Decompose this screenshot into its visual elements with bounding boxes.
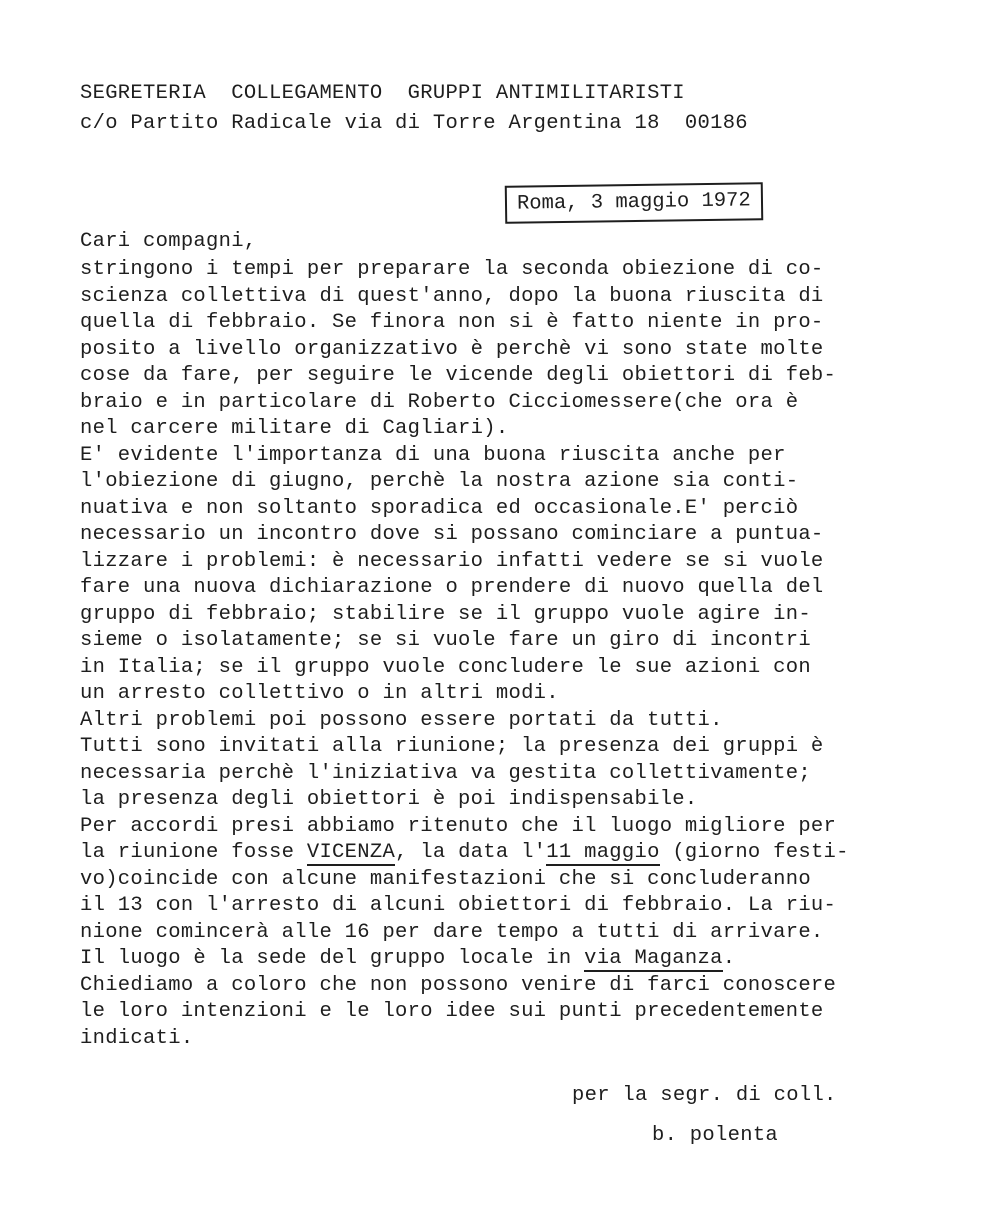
body-line: Per accordi presi abbiamo ritenuto che il luogo migliore per (80, 814, 837, 838)
body-line: la presenza degli obiettori è poi indispensabile. (80, 788, 698, 811)
body-line: lizzare i problemi: è necessario infatti vedere se si vuole (80, 549, 824, 573)
body-line: necessaria perchè l'iniziativa va gestita collettivamente; (80, 761, 811, 785)
meeting-date: 11 maggio (546, 841, 660, 864)
body-line: E' evidente l'importanza di una buona riuscita anche per (80, 443, 786, 467)
body-line: braio e in particolare di Roberto Cicciomessere(che ora è (80, 390, 799, 414)
text-segment: (giorno festi- (659, 841, 849, 864)
meeting-place-line (80, 839, 849, 867)
body-line: Tutti sono invitati alla riunione; la presenza dei gruppi è (80, 735, 824, 758)
body-line: l'obiezione di giugno, perchè la nostra azione sia conti- (80, 470, 799, 493)
date-stamp: Roma, 3 maggio 1972 (505, 182, 763, 224)
body-line: vo)coincide con alcune manifestazioni che si concluderanno (80, 867, 811, 891)
meeting-street: via Maganza (584, 947, 723, 970)
body-line: Altri problemi poi possono essere portati da tutti. (80, 708, 723, 732)
body-line: il 13 con l'arresto di alcuni obiettori di febbraio. La riu- (80, 894, 837, 917)
text-segment: Il luogo è la sede del gruppo locale in (80, 947, 585, 970)
body-line: stringono i tempi per preparare la seconda obiezione di co- (80, 258, 824, 281)
text-segment: , la data l' (395, 841, 547, 864)
body-line: in Italia; se il gruppo vuole concludere le sue azioni con (80, 655, 811, 679)
body-line: un arresto collettivo o in altri modi. (80, 682, 559, 705)
body-line: nel carcere militare di Cagliari). (80, 417, 509, 440)
header-address: c/o Partito Radicale via di Torre Argentina 18 00186 (80, 112, 748, 135)
header-organization: SEGRETERIA COLLEGAMENTO GRUPPI ANTIMILITARISTI (80, 82, 685, 105)
body-line: indicati. (80, 1026, 194, 1050)
body-line: scienza collettiva di quest'anno, dopo la buona riuscita di (80, 284, 824, 308)
body-line: nuativa e non soltanto sporadica ed occasionale.E' perciò (80, 496, 799, 520)
text-segment: la riunione fosse (80, 841, 307, 864)
body-line: posito a livello organizzativo è perchè vi sono state molte (80, 337, 824, 361)
text-segment: . (722, 947, 736, 970)
meeting-address-line (80, 945, 735, 973)
body-line: sieme o isolatamente; se si vuole fare un giro di incontri (80, 629, 811, 652)
body-line: le loro intenzioni e le loro idee sui punti precedentemente (80, 1000, 824, 1023)
meeting-city: VICENZA (306, 841, 396, 864)
body-line: cose da fare, per seguire le vicende degli obiettori di feb- (80, 364, 837, 387)
signature-name: b. polenta (652, 1124, 779, 1147)
body-line: gruppo di febbraio; stabilire se il gruppo vuole agire in- (80, 602, 811, 626)
body-line: Chiediamo a coloro che non possono venire di farci conoscere (80, 973, 837, 997)
body-line: necessario un incontro dove si possano cominciare a puntua- (80, 523, 824, 546)
body-line: nione comincerà alle 16 per dare tempo a tutti di arrivare. (80, 920, 824, 944)
signature-title: per la segr. di coll. (572, 1084, 837, 1107)
greeting: Cari compagni, (80, 230, 257, 253)
body-line: quella di febbraio. Se finora non si è fatto niente in pro- (80, 311, 824, 334)
body-line: fare una nuova dichiarazione o prendere di nuovo quella del (80, 576, 824, 599)
